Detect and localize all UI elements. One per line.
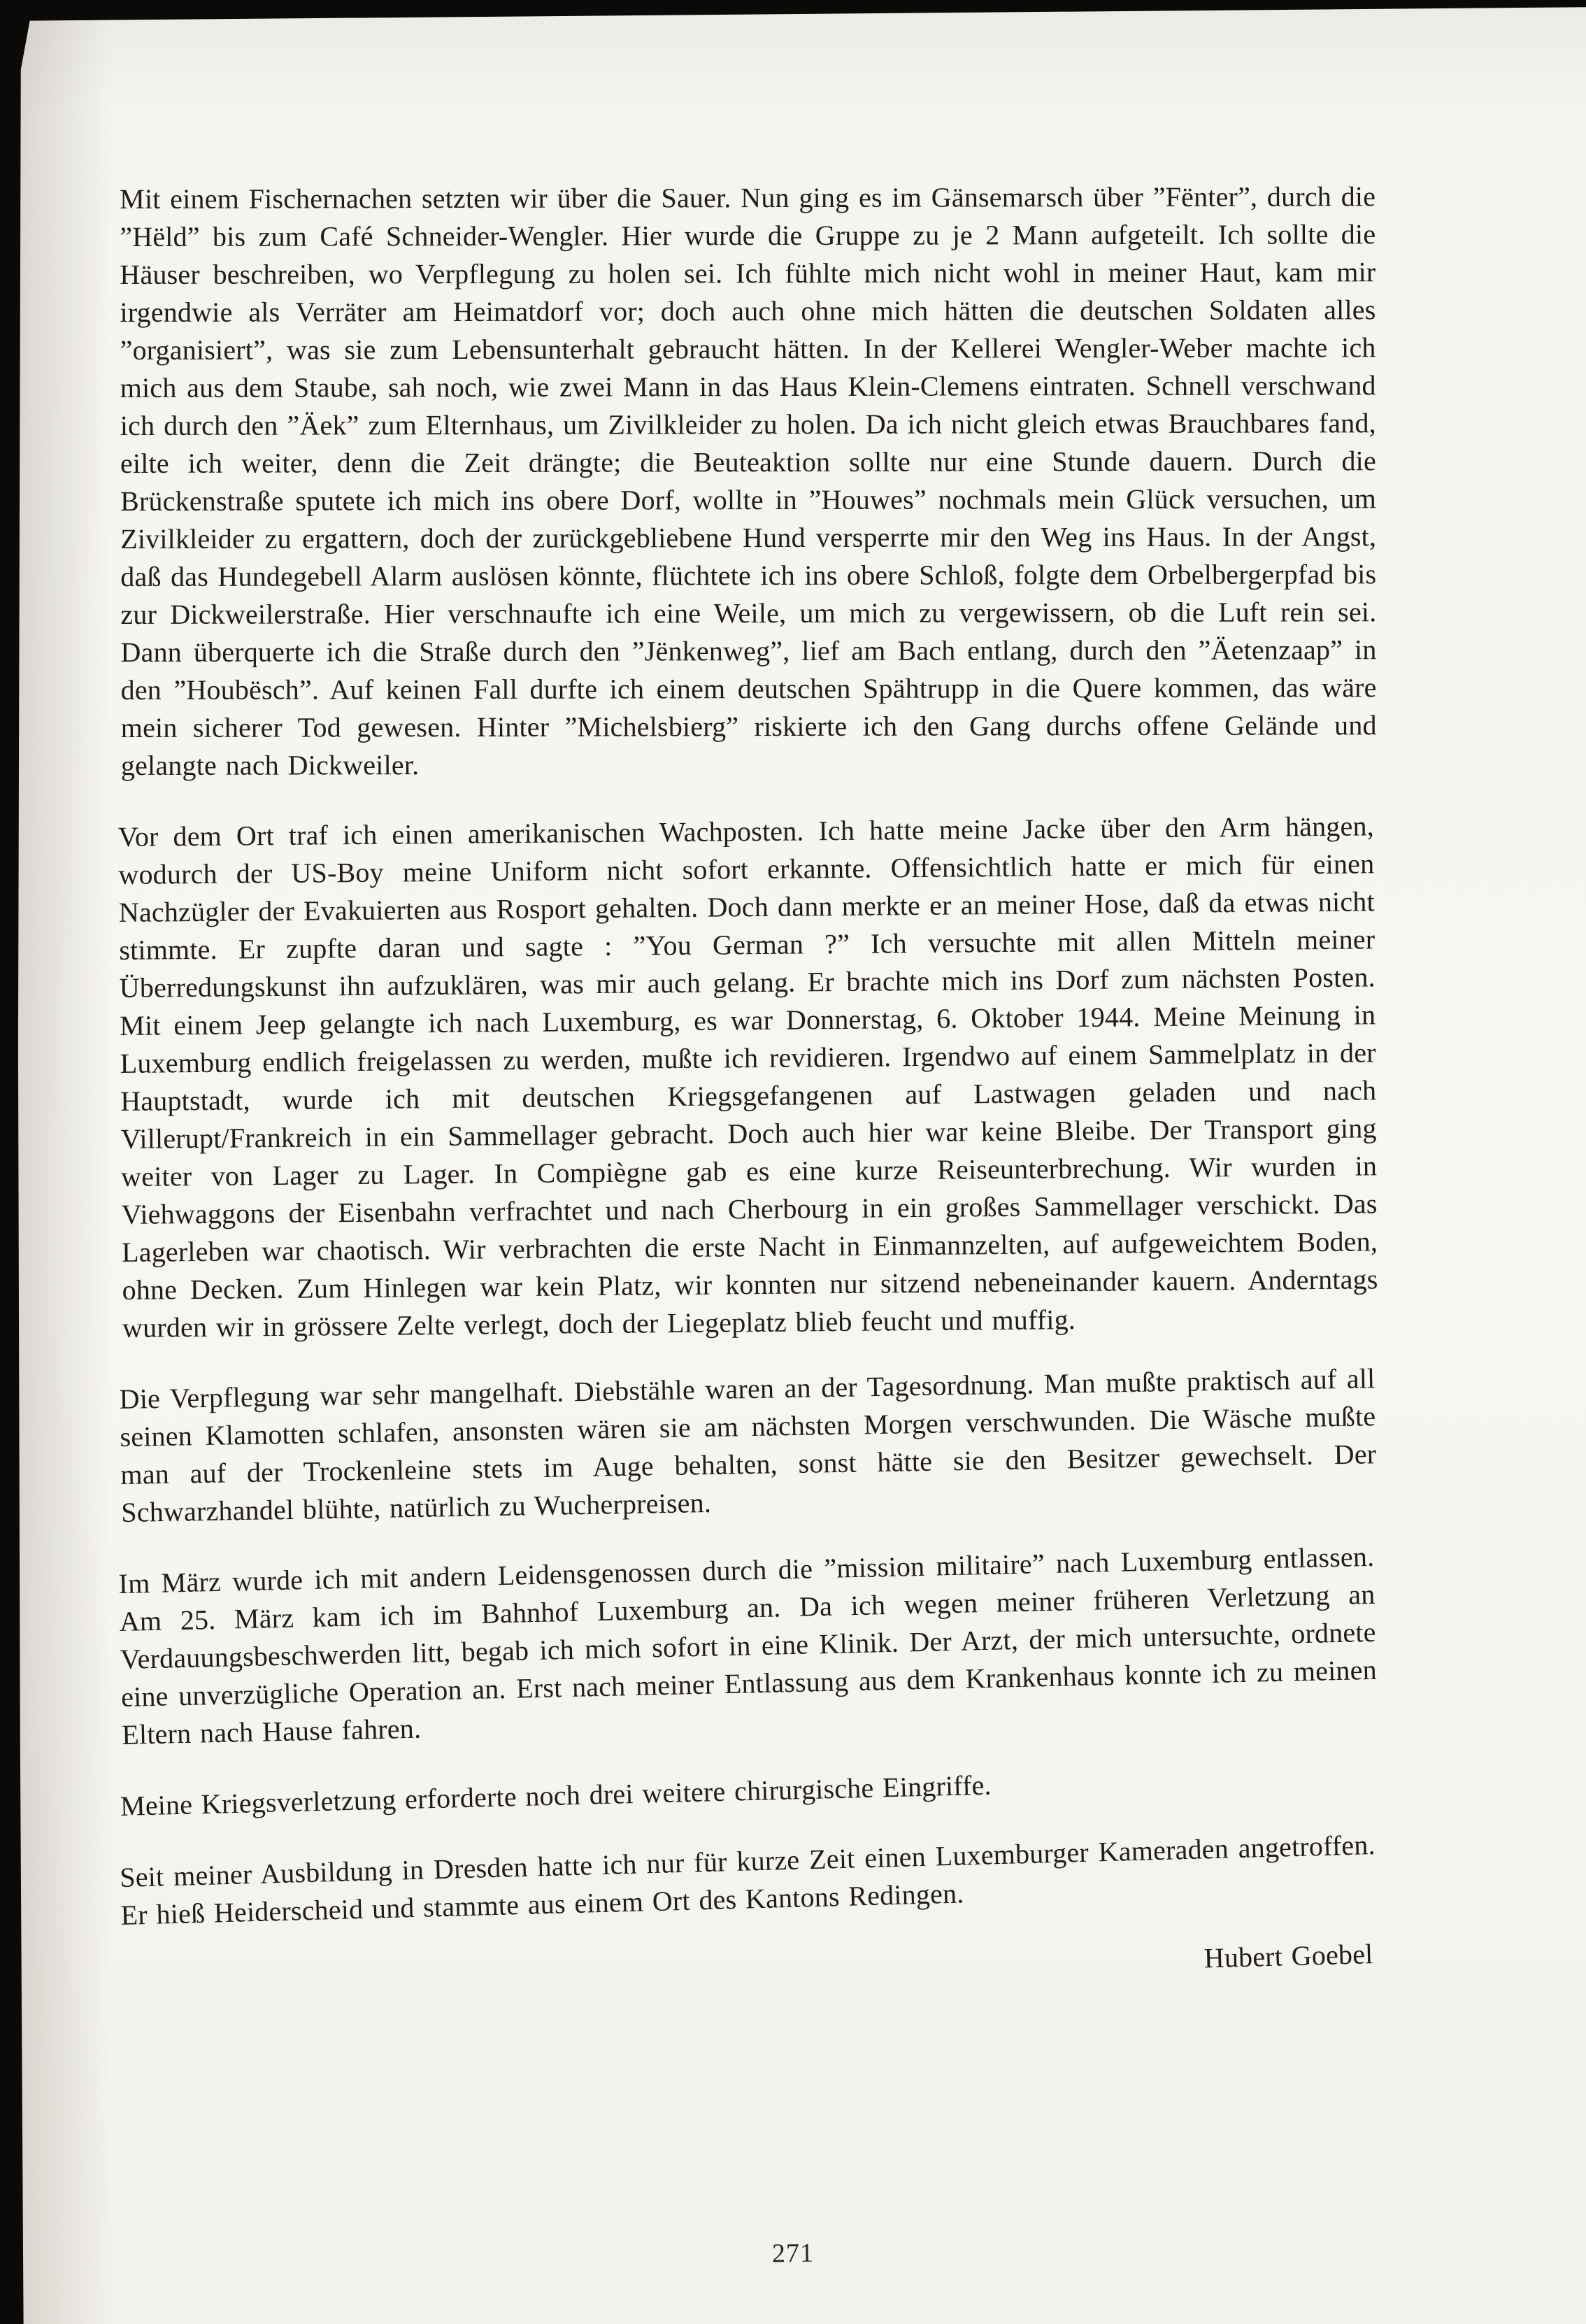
scan-edge-top <box>0 0 1586 21</box>
paragraph-4: Im März wurde ich mit andern Leidensgenossen durch die ”mission militaire” nach Luxemburg entlassen. Am 25. März kam ich im Bahnhof Luxemburg an. Da ich wegen meiner früheren Verletzung an Verdauungsbeschwerden litt, begab ich mich sofort in eine Klinik. Der Arzt, der mich untersuchte, ordnete eine unverzügliche Operation an. Erst nach meiner Entlassung aus dem Krankenhaus konnte ich zu meinen Eltern nach Hause fahren. <box>118 1540 1378 1751</box>
paragraph-2: Vor dem Ort traf ich einen amerikanischen Wachposten. Ich hatte meine Jacke über den Arm hängen, wodurch der US-Boy meine Uniform nicht sofort erkannte. Offensichtlich hatte er mich für einen Nachzügler der Evakuierten aus Rosport gehalten. Doch dann merkte er an meiner Hose, daß da etwas nicht stimmte. Er zupfte daran und sagte : ”You German ?” Ich versuchte mit allen Mitteln meiner Überredungskunst ihn aufzuklären, was mir auch gelang. Er brachte mich ins Dorf zum nächsten Posten. Mit einem Jeep gelangte ich nach Luxemburg, es war Donnerstag, 6. Oktober 1944. Meine Meinung in Luxemburg endlich freigelassen zu werden, mußte ich revidieren. Irgendwo auf einem Sammelplatz in der Hauptstadt, wurde ich mit deutschen Kriegsgefangenen auf Lastwagen geladen und nach Villerupt/Frankreich in ein Sammellager gebracht. Doch auch hier war keine Bleibe. Der Transport ging weiter von Lager zu Lager. In Compiègne gab es eine kurze Reiseunterbrechung. Wir wurden in Viehwaggons der Eisenbahn verfrachtet und nach Cherbourg in ein großes Sammellager verschickt. Das Lagerleben war chaotisch. Wir verbrachten die erste Nacht in Einmannzelten, auf aufgeweichtem Boden, ohne Decken. Zum Hinlegen war kein Platz, wir konnten nur sitzend nebeneinander kauern. Anderntags wurden wir in grössere Zelte verlegt, doch der Liegeplatz blieb feucht und muffig. <box>117 810 1378 1343</box>
paragraph-3: Die Verpflegung war sehr mangelhaft. Diebstähle waren an der Tagesordnung. Man mußte praktisch auf all seinen Klamotten schlafen, ansonsten wären sie am nächsten Morgen verschwunden. Die Wäsche mußte man auf der Trockenleine stets im Auge behalten, sonst hätte sie den Besitzer gewechselt. Der Schwarzhandel blühte, natürlich zu Wucherpreisen. <box>119 1362 1377 1528</box>
text-block <box>117 180 1378 2039</box>
paragraph-1: Mit einem Fischernachen setzten wir über die Sauer. Nun ging es im Gänsemarsch über ”Fënter”, durch die ”Hëld” bis zum Café Schneider-Wengler. Hier wurde die Gruppe zu je 2 Mann aufgeteilt. Ich sollte die Häuser beschreiben, wo Verpflegung zu holen sei. Ich fühlte mich nicht wohl in meiner Haut, kam mir irgendwie als Verräter am Heimatdorf vor; doch auch ohne mich hätten die deutschen Soldaten alles ”organisiert”, was sie zum Lebensunterhalt gebraucht hätten. In der Kellerei Wengler-Weber machte ich mich aus dem Staube, sah noch, wie zwei Mann in das Haus Klein-Clemens eintraten. Schnell verschwand ich durch den ”Äek” zum Elternhaus, um Zivilkleider zu holen. Da ich nicht gleich etwas Brauchbares fand, eilte ich weiter, denn die Zeit drängte; die Beuteaktion sollte nur eine Stunde dauern. Durch die Brückenstraße sputete ich mich ins obere Dorf, wollte in ”Houwes” nochmals mein Glück versuchen, um Zivilkleider zu ergattern, doch der zurückgebliebene Hund versperrte mir den Weg ins Haus. In der Angst, daß das Hundegebell Alarm auslösen könnte, flüchtete ich ins obere Schloß, folgte dem Orbelbergerpfad bis zur Dickweilerstraße. Hier verschnaufte ich eine Weile, um mich zu vergewissern, ob die Luft rein sei. Dann überquerte ich die Straße durch den ”Jënkenweg”, lief am Bach entlang, durch den ”Äetenzaap” in den ”Houbësch”. Auf keinen Fall durfte ich einem deutschen Spähtrupp in die Quere kommen, das wäre mein sicherer Tod gewesen. Hinter ”Michelsbierg” riskierte ich den Gang durchs offene Gelände und gelangte nach Dickweiler. <box>120 180 1377 781</box>
page-number: 271 <box>771 2238 815 2269</box>
author-signature: Hubert Goebel <box>1203 1938 1373 1974</box>
scan-edge-left <box>0 0 34 2324</box>
paragraph-5: Meine Kriegsverletzung erforderte noch drei weitere chirurgische Eingriffe. <box>120 1769 992 1822</box>
paragraph-6: Seit meiner Ausbildung in Dresden hatte ich nur für kurze Zeit einen Luxemburger Kameraden angetroffen. Er hieß Heiderscheid und stammte aus einem Ort des Kantons Redingen. <box>119 1829 1376 1931</box>
